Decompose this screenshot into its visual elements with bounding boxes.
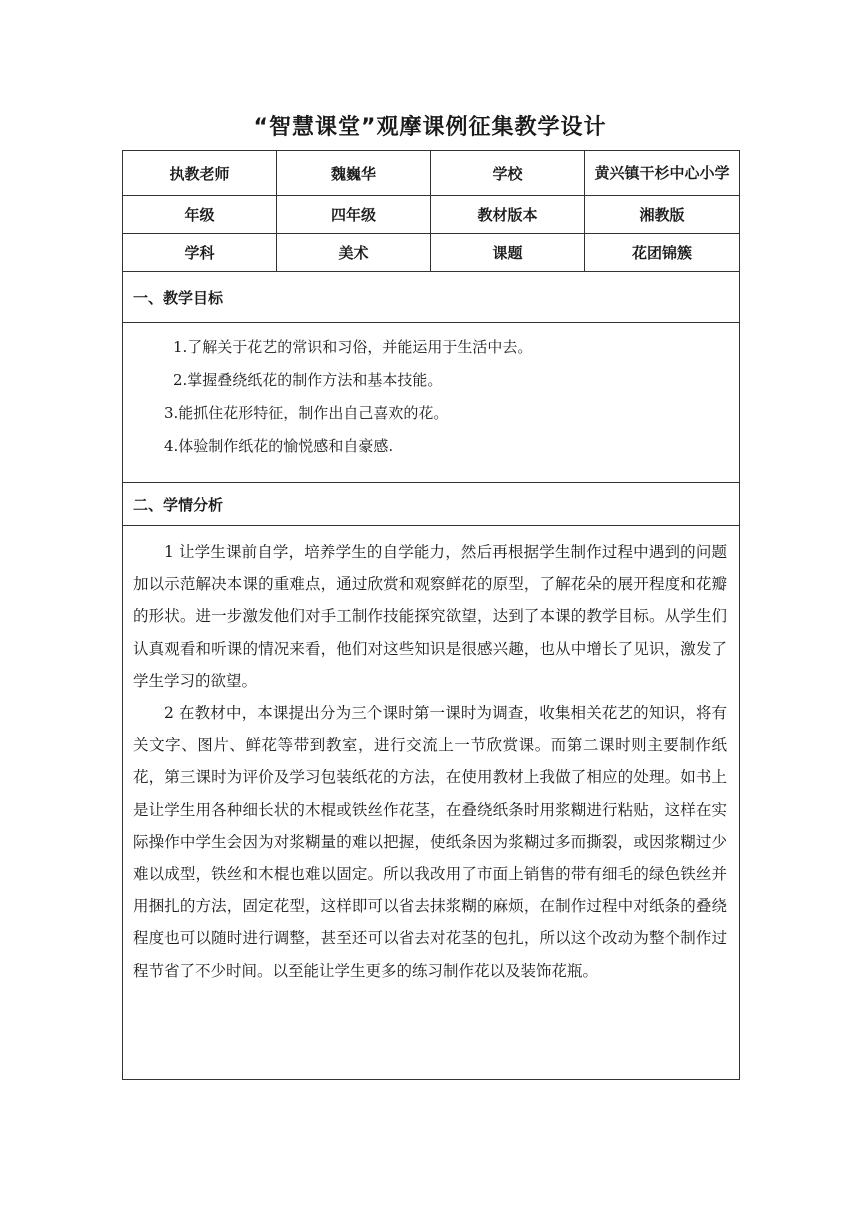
value-topic: 花团锦簇 bbox=[585, 234, 740, 272]
document-title: “智慧课堂”观摩课例征集教学设计 bbox=[253, 115, 607, 140]
goal-item: 3.能抓住花形特征，制作出自己喜欢的花。 bbox=[164, 404, 449, 422]
teaching-goals bbox=[123, 323, 740, 483]
value-subject: 美术 bbox=[277, 234, 431, 272]
label-textbook-edition: 教材版本 bbox=[431, 196, 585, 234]
info-row-teacher bbox=[123, 151, 740, 196]
section1-content-row bbox=[123, 323, 740, 483]
goal-item: 2.掌握叠绕纸花的制作方法和基本技能。 bbox=[173, 371, 443, 389]
section2-heading-row bbox=[123, 483, 740, 526]
section1-heading: 一、教学目标 bbox=[123, 272, 740, 323]
goal-item: 4.体验制作纸花的愉悦感和自豪感. bbox=[164, 437, 394, 455]
section2-heading: 二、学情分析 bbox=[123, 483, 740, 526]
learning-analysis bbox=[123, 526, 740, 1080]
info-row-subject bbox=[123, 234, 740, 272]
label-teacher: 执教老师 bbox=[123, 151, 277, 196]
section2-content-row bbox=[123, 526, 740, 1080]
value-school: 黄兴镇干杉中心小学 bbox=[585, 151, 740, 196]
label-school: 学校 bbox=[431, 151, 585, 196]
info-row-grade bbox=[123, 196, 740, 234]
section1-heading-row bbox=[123, 272, 740, 323]
value-grade: 四年级 bbox=[277, 196, 431, 234]
label-topic: 课题 bbox=[431, 234, 585, 272]
analysis-paragraph: 1 让学生课前自学，培养学生的自学能力，然后再根据学生制作过程中遇到的问题加以示范解决本课的重难点，通过欣赏和观察鲜花的原型，了解花朵的展开程度和花瓣的形状。进一步激发他们对手工制作技能探究欲望，达到了本课的教学目标。从学生们认真观看和听课的情况来看，他们对这些知识是很感兴趣，也从中增长了见识，激发了学生学习的欲望。 bbox=[133, 543, 727, 690]
label-subject: 学科 bbox=[123, 234, 277, 272]
lesson-design-table bbox=[122, 150, 740, 1080]
value-textbook-edition: 湘教版 bbox=[585, 196, 740, 234]
label-grade: 年级 bbox=[123, 196, 277, 234]
goal-item: 1.了解关于花艺的常识和习俗，并能运用于生活中去。 bbox=[173, 338, 533, 356]
analysis-paragraph: 2 在教材中，本课提出分为三个课时第一课时为调查，收集相关花艺的知识，将有关文字、图片、鲜花等带到教室，进行交流上一节欣赏课。而第二课时则主要制作纸花，第三课时为评价及学习包装纸花的方法，在使用教材上我做了相应的处理。如书上是让学生用各种细长状的木棍或铁丝作花茎，在叠绕纸条时用浆糊进行粘贴，这样在实际操作中学生会因为对浆糊量的难以把握，使纸条因为浆糊过多而撕裂，或因浆糊过少难以成型，铁丝和木棍也难以固定。所以我改用了市面上销售的带有细毛的绿色铁丝并用捆扎的方法，固定花型，这样即可以省去抹浆糊的麻烦，在制作过程中对纸条的叠绕程度也可以随时进行调整，甚至还可以省去对花茎的包扎，所以这个改动为整个制作过程节省了不少时间。以至能让学生更多的练习制作花以及装饰花瓶。 bbox=[133, 704, 727, 980]
value-teacher: 魏巍华 bbox=[277, 151, 431, 196]
